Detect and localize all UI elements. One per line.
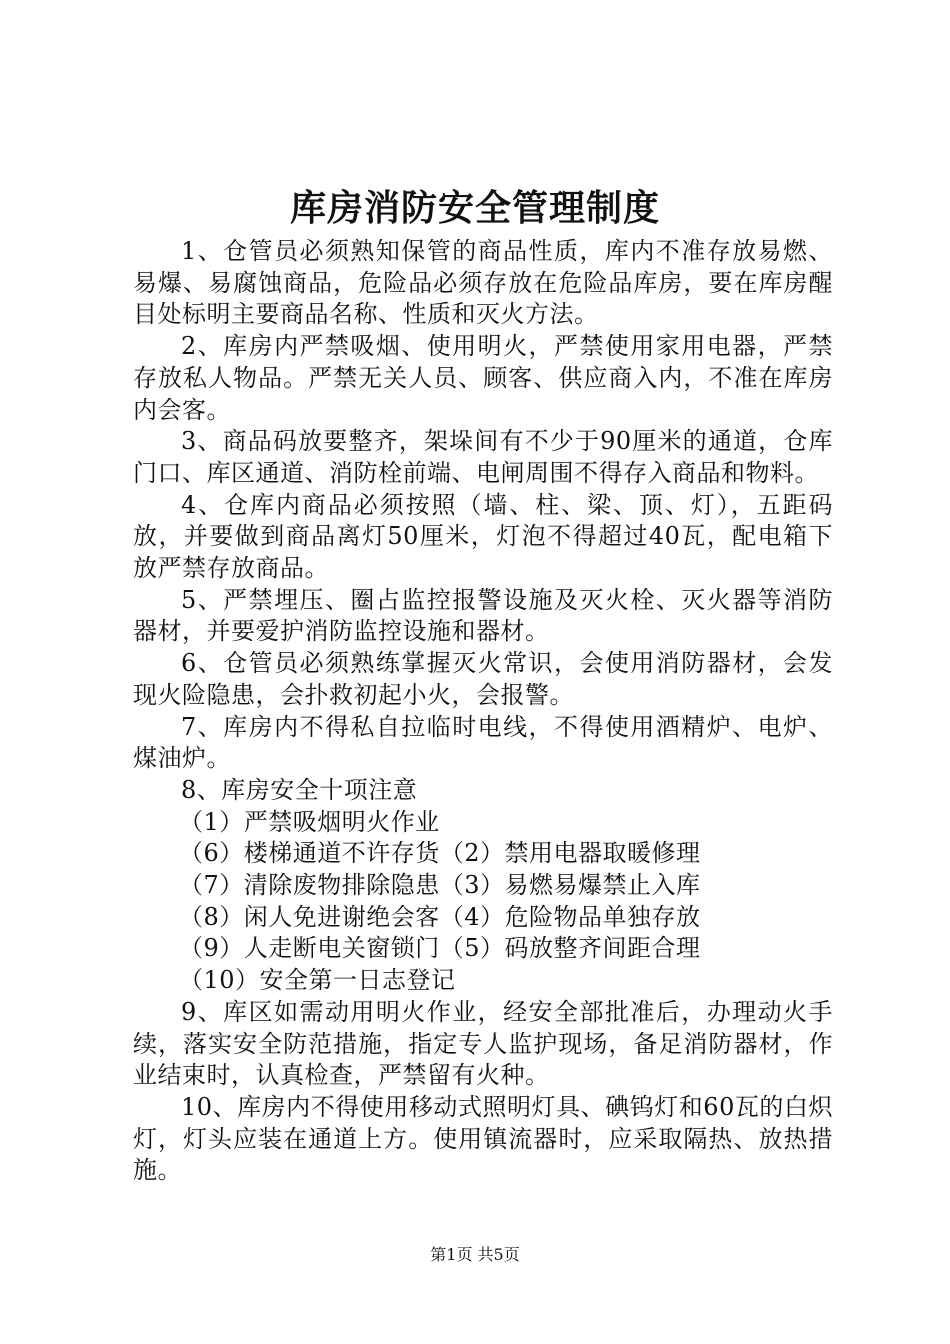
document-body bbox=[133, 236, 833, 1187]
safety-note-line: （1）严禁吸烟明火作业 bbox=[179, 807, 440, 836]
paragraph-1: 1、仓管员必须熟知保管的商品性质，库内不准存放易燃、易爆、易腐蚀商品，危险品必须存放在危险品库房，要在库房醒目处标明主要商品名称、性质和灭火方法。 bbox=[133, 237, 833, 329]
paragraph-4: 4、仓库内商品必须按照（墙、柱、梁、顶、灯），五距码放，并要做到商品离灯50厘米，灯泡不得超过40瓦，配电箱下放严禁存放商品。 bbox=[133, 490, 833, 583]
paragraph-7: 7、库房内不得私自拉临时电线，不得使用酒精炉、电炉、煤油炉。 bbox=[133, 712, 833, 773]
paragraph-6: 6、仓管员必须熟练掌握灭火常识，会使用消防器材，会发现火险隐患，会扑救初起小火，会报警。 bbox=[133, 649, 833, 709]
paragraph-8: 8、库房安全十项注意 bbox=[181, 775, 418, 804]
paragraph-9: 9、库区如需动用明火作业，经安全部批准后，办理动火手续，落实安全防范措施，指定专人监护现场，备足消防器材，作业结束时，认真检查，严禁留有火种。 bbox=[133, 997, 833, 1090]
safety-note-line: （7）清除废物排除隐患（3）易燃易爆禁止入库 bbox=[179, 871, 701, 900]
safety-note-line: （9）人走断电关窗锁门（5）码放整齐间距合理 bbox=[179, 934, 701, 963]
safety-note-line: （6）楼梯通道不许存货（2）禁用电器取暖修理 bbox=[179, 839, 701, 868]
page-number: 第1页 共5页 bbox=[430, 1245, 520, 1264]
paragraph-5: 5、严禁埋压、圈占监控报警设施及灭火栓、灭火器等消防器材，并要爱护消防监控设施和器材。 bbox=[133, 585, 833, 646]
safety-note-line: （10）安全第一日志登记 bbox=[179, 966, 456, 995]
safety-note-line: （8）闲人免进谢绝会客（4）危险物品单独存放 bbox=[179, 902, 701, 931]
document-title: 库房消防安全管理制度 bbox=[289, 187, 660, 229]
paragraph-2: 2、库房内严禁吸烟、使用明火，严禁使用家用电器，严禁存放私人物品。严禁无关人员、顾客、供应商入内，不准在库房内会客。 bbox=[133, 332, 833, 424]
paragraph-10: 10、库房内不得使用移动式照明灯具、碘钨灯和60瓦的白炽灯，灯头应装在通道上方。使用镇流器时，应采取隔热、放热措施。 bbox=[133, 1092, 833, 1185]
paragraph-3: 3、商品码放要整齐，架垛间有不少于90厘米的通道，仓库门口、库区通道、消防栓前端、电闸周围不得存入商品和物料。 bbox=[133, 427, 833, 487]
